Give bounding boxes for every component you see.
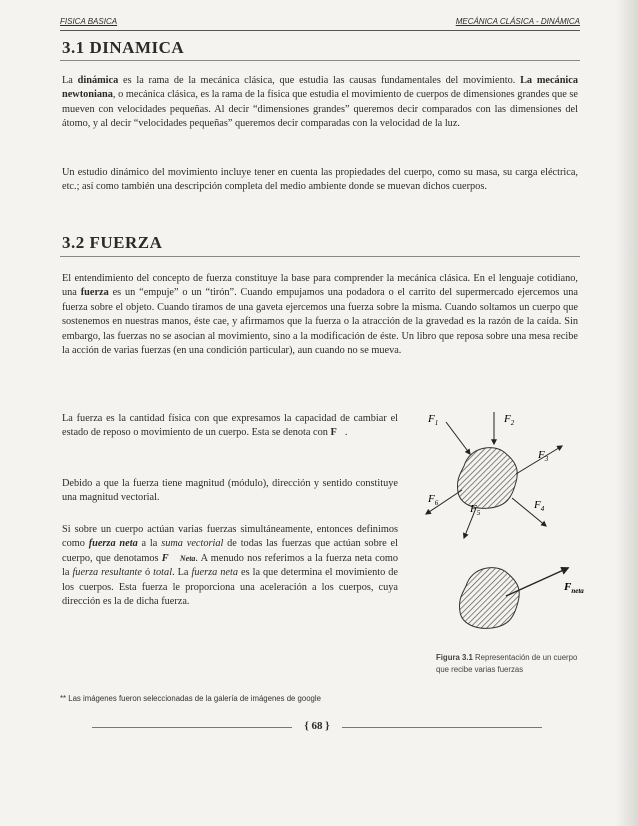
- figure-caption-label: Figura 3.1: [436, 653, 473, 662]
- paragraph-dinamica-definition: La dinámica es la rama de la mecánica clásica, que estudia las causas fundamentales del movimiento. La mecánica newtoniana, o mecánica clásica, es la rama de la física que estudia el movimiento de cuerpos de dimensiones grandes que se mueven con velocidades pequeñas. Al decir “dimensiones grandes” queremos decir comparados con las dimensiones del átomo, y al decir “velocidades pequeñas” queremos decir comparadas con la velocidad de la luz.: [62, 75, 579, 130]
- force-label-f5: $F_5$: [470, 503, 481, 517]
- header-right: MECÁNICA CLÁSICA - DINÁMICA: [455, 17, 580, 26]
- paragraph-dinamica-study: Un estudio dinámico del movimiento incluye tener en cuenta las propiedades del cuerpo, como su masa, su carga eléctrica, etc.; así como también una descripción completa del medio ambiente donde se muevan dichos cuerpos.: [62, 167, 578, 193]
- footnote: ** Las imágenes fueron seleccionadas de la galería de imágenes de google: [60, 694, 321, 703]
- section-rule: [60, 60, 580, 61]
- header-left: FISICA BASICA: [60, 17, 118, 26]
- section-title-fuerza: 3.2 FUERZA: [62, 233, 163, 252]
- section-rule: [60, 256, 580, 257]
- force-label-f1: $F_1$: [428, 413, 439, 427]
- force-diagram: [412, 408, 612, 643]
- section-title-dinamica: 3.1 DINAMICA: [62, 38, 185, 57]
- page-number: { 68 }: [304, 720, 330, 732]
- page-number-value: 68: [311, 720, 323, 732]
- paragraph-fuerza-concept: El entendimiento del concepto de fuerza constituye la base para comprender la mecánica clásica. En el lenguaje cotidiano, una fuerza es un “empuje” o un “tirón”. Cuando empujamos una podadora o el carrito del supermercado ejercemos una fuerza sobre el objeto. Cuando tiramos de una gaveta ejercemos una fuerza sobre la misma. Cuando soltamos un cuerpo que sostenemos en nuestras manos, éste cae, y afirmamos que la fuerza o la atracción de la gravedad es la razón de la caída. Sin embargo, las fuerzas no se asocian al movimiento, sino a la modificación de éste. Un libro que reposa sobre una mesa recibe la acción de varias fuerzas (en una condición particular), aun cuando no se mueva.: [62, 273, 578, 357]
- force-arrow-f1: [446, 422, 470, 454]
- page-number-rule-left: [92, 727, 292, 728]
- paragraph-fuerza-neta: Si sobre un cuerpo actúan varias fuerzas simultáneamente, entonces definimos como fuerza neta a la suma vectorial de todas las fuerzas que actúan sobre el cuerpo, que denotamos F⃗ Neta. A menudo nos referimos a la fuerza neta como la fuerza resultante ó total. La fuerza neta es la que determina el movimiento de los cuerpos. Esta fuerza le proporciona una aceleración a los cuerpos, cuya dirección es la de dicha fuerza.: [62, 524, 399, 608]
- force-label-f2: $F_2$: [504, 413, 515, 427]
- force-label-f6: $F_6$: [428, 493, 439, 507]
- net-force-label: $F_{neta}$: [564, 581, 584, 595]
- page-number-rule-right: [342, 727, 542, 728]
- running-header: [60, 14, 580, 31]
- page-edge-shadow: [616, 0, 638, 826]
- paragraph-fuerza-vectorial: Debido a que la fuerza tiene magnitud (módulo), dirección y sentido constituye una magnitud vectorial.: [62, 478, 398, 504]
- figure-caption: [436, 652, 588, 676]
- net-body-shape: [459, 568, 519, 629]
- figure-caption-text: Representación de un cuerpo que recibe varias fuerzas: [436, 653, 578, 674]
- paragraph-fuerza-definition: La fuerza es la cantidad física con que expresamos la capacidad de cambiar el estado de reposo o movimiento de un cuerpo. Esta se denota con F⃗.: [62, 413, 398, 439]
- body-shape: [457, 448, 517, 509]
- force-label-f4: $F_4$: [534, 499, 545, 513]
- force-label-f3: $F_3$: [538, 449, 549, 463]
